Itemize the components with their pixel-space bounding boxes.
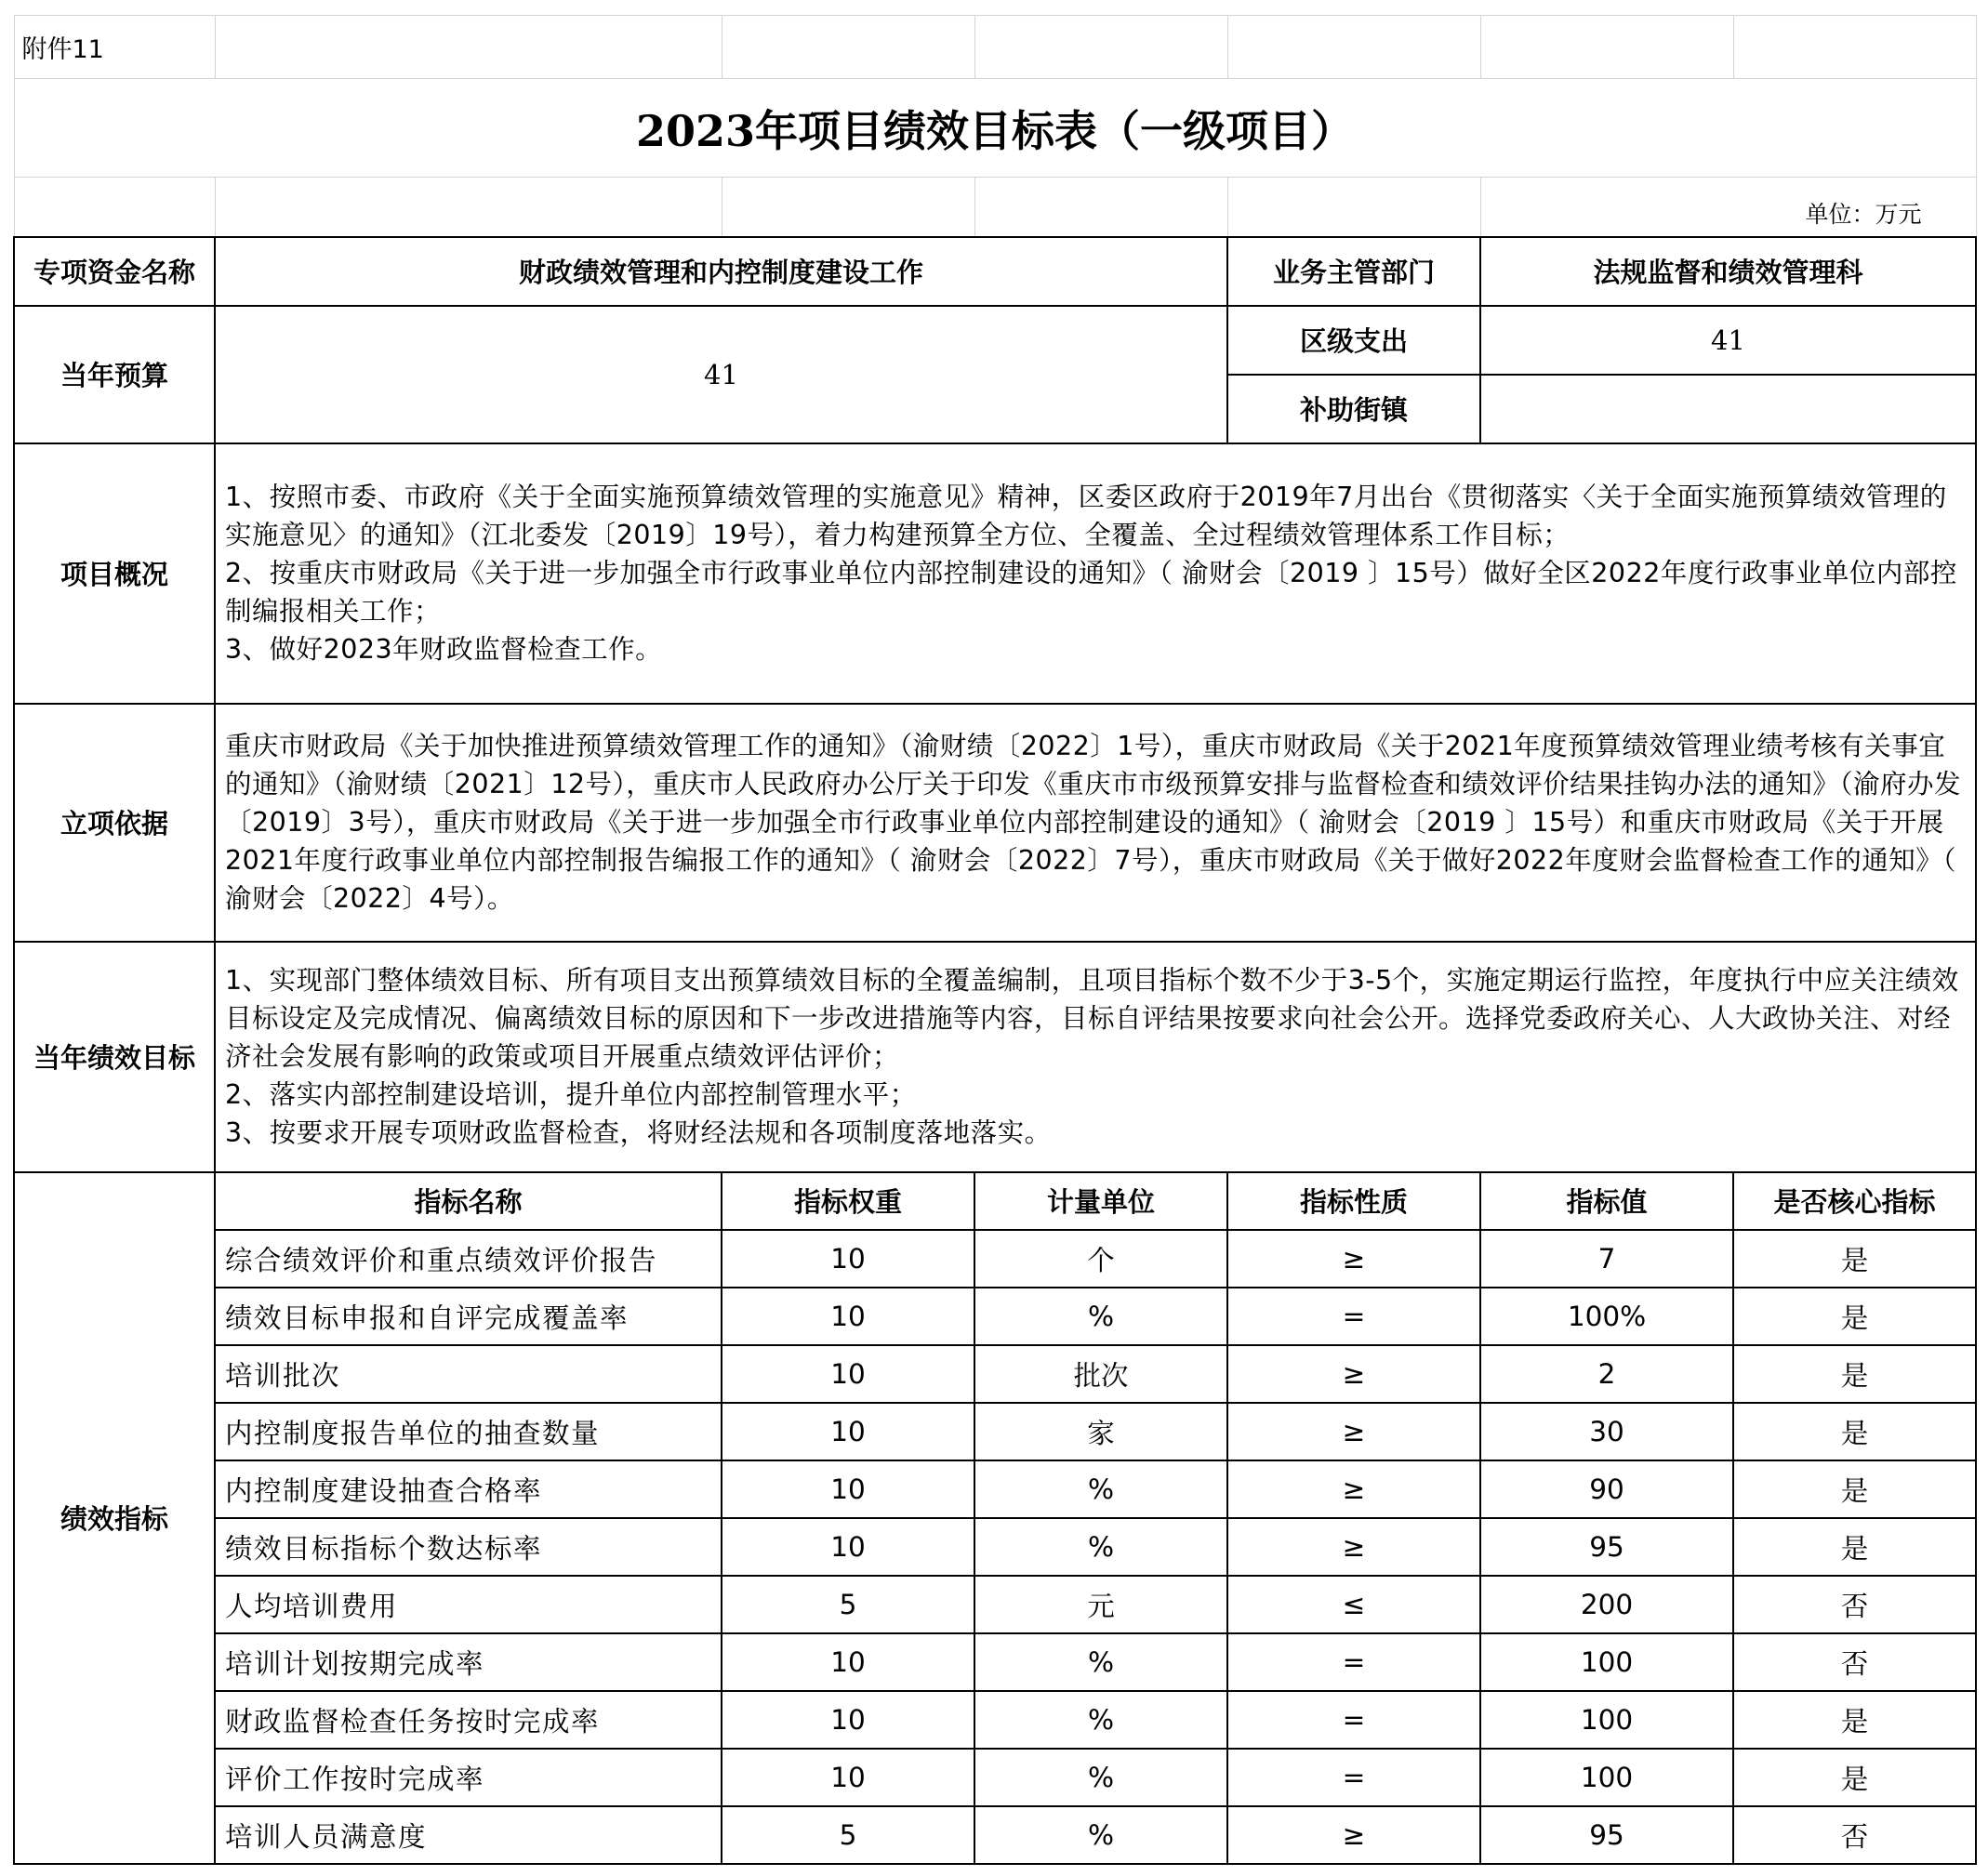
overview-line: 3、做好2023年财政监督检查工作。 (225, 634, 663, 665)
indicator-nature: ≤ (1227, 1576, 1480, 1633)
indicator-nature: ≥ (1227, 1230, 1480, 1288)
indicator-value: 95 (1480, 1806, 1733, 1864)
indicator-weight: 10 (722, 1230, 974, 1288)
table-row (14, 1230, 1976, 1288)
goals-line: 3、按要求开展专项财政监督检查，将财经法规和各项制度落地落实。 (225, 1117, 1052, 1148)
fund-row (14, 237, 1976, 306)
table-row (14, 1749, 1976, 1806)
page-title: 2023年项目绩效目标表（一级项目） (14, 79, 1976, 178)
indicator-value: 100 (1480, 1749, 1733, 1806)
attachment-label: 附件11 (14, 16, 215, 79)
basis-label: 立项依据 (14, 704, 215, 942)
indicator-nature: ≥ (1227, 1518, 1480, 1576)
indicator-value: 30 (1480, 1403, 1733, 1460)
indicator-weight: 10 (722, 1691, 974, 1749)
table-row (14, 1460, 1976, 1518)
indicator-core: 是 (1733, 1749, 1976, 1806)
indicator-core: 是 (1733, 1691, 1976, 1749)
budget-label: 当年预算 (14, 306, 215, 443)
indicator-name: 综合绩效评价和重点绩效评价报告 (215, 1230, 722, 1288)
indicator-unit: 个 (974, 1230, 1227, 1288)
indicator-unit: % (974, 1518, 1227, 1576)
indicator-nature: = (1227, 1691, 1480, 1749)
indicator-weight: 10 (722, 1518, 974, 1576)
indicator-name: 内控制度报告单位的抽查数量 (215, 1403, 722, 1460)
indicator-unit: 家 (974, 1403, 1227, 1460)
overview-text (215, 443, 1976, 704)
indicator-core: 否 (1733, 1806, 1976, 1864)
indicator-value: 2 (1480, 1345, 1733, 1403)
basis-row (14, 704, 1976, 942)
fund-name-value: 财政绩效管理和内控制度建设工作 (215, 237, 1227, 306)
target-table (13, 15, 1977, 1865)
overview-label: 项目概况 (14, 443, 215, 704)
indicator-header-row (14, 1172, 1976, 1230)
budget-row (14, 306, 1976, 375)
indicator-nature: = (1227, 1633, 1480, 1691)
table-row (14, 1288, 1976, 1345)
overview-line: 1、按照市委、市政府《关于全面实施预算绩效管理的实施意见》精神，区委区政府于2019年7月出台《贯彻落实〈关于全面实施预算绩效管理的实施意见〉的通知》（江北委发〔2019〕19号），着力构建预算全方位、全覆盖、全过程绩效管理体系工作目标； (225, 482, 1947, 550)
overview-line: 2、按重庆市财政局《关于进一步加强全市行政事业单位内部控制建设的通知》（ 渝财会〔2019 〕15号）做好全区2022年度行政事业单位内部控制编报相关工作； (225, 558, 1957, 627)
indicator-weight: 5 (722, 1576, 974, 1633)
column-header: 指标性质 (1227, 1172, 1480, 1230)
indicator-unit: % (974, 1633, 1227, 1691)
indicator-core: 是 (1733, 1288, 1976, 1345)
indicator-name: 绩效目标指标个数达标率 (215, 1518, 722, 1576)
indicator-weight: 10 (722, 1403, 974, 1460)
dept-label: 业务主管部门 (1227, 237, 1480, 306)
indicator-core: 是 (1733, 1230, 1976, 1288)
indicator-core: 是 (1733, 1460, 1976, 1518)
table-row (14, 1403, 1976, 1460)
indicator-nature: ≥ (1227, 1806, 1480, 1864)
indicator-core: 否 (1733, 1633, 1976, 1691)
indicator-nature: ≥ (1227, 1403, 1480, 1460)
indicators-label: 绩效指标 (14, 1172, 215, 1864)
table-row (14, 1518, 1976, 1576)
indicator-nature: = (1227, 1749, 1480, 1806)
indicator-nature: ≥ (1227, 1460, 1480, 1518)
indicator-name: 财政监督检查任务按时完成率 (215, 1691, 722, 1749)
indicator-name: 内控制度建设抽查合格率 (215, 1460, 722, 1518)
column-header: 是否核心指标 (1733, 1172, 1976, 1230)
indicator-core: 是 (1733, 1403, 1976, 1460)
indicator-name: 绩效目标申报和自评完成覆盖率 (215, 1288, 722, 1345)
table-row (14, 1806, 1976, 1864)
indicator-name: 培训批次 (215, 1345, 722, 1403)
indicator-weight: 5 (722, 1806, 974, 1864)
basis-paragraph: 重庆市财政局《关于加快推进预算绩效管理工作的通知》（渝财绩〔2022〕1号），重庆市财政局《关于2021年度预算绩效管理业绩考核有关事宜的通知》（渝财绩〔2021〕12号），重庆市人民政府办公厅关于印发《重庆市市级预算安排与监督检查和绩效评价结果挂钩办法的通知》（渝府办发〔2019〕3号），重庆市财政局《关于进一步加强全市行政事业单位内部控制建设的通知》（ 渝财会〔2019 〕15号）和重庆市财政局《关于开展2021年度行政事业单位内部控制报告编报工作的通知》（ 渝财会〔2022〕7号），重庆市财政局《关于做好2022年度财会监督检查工作的通知》（ 渝财会〔2022〕4号）。 (225, 731, 1962, 914)
indicator-unit: % (974, 1288, 1227, 1345)
district-spending-value: 41 (1480, 306, 1976, 375)
table-row (14, 1691, 1976, 1749)
indicator-unit: % (974, 1806, 1227, 1864)
indicator-value: 200 (1480, 1576, 1733, 1633)
indicator-name: 评价工作按时完成率 (215, 1749, 722, 1806)
goals-label: 当年绩效目标 (14, 942, 215, 1172)
indicator-weight: 10 (722, 1633, 974, 1691)
dept-value: 法规监督和绩效管理科 (1480, 237, 1976, 306)
indicator-weight: 10 (722, 1749, 974, 1806)
unit-label: 单位：万元 (1480, 178, 1976, 237)
indicator-core: 是 (1733, 1345, 1976, 1403)
indicator-unit: % (974, 1460, 1227, 1518)
indicator-value: 7 (1480, 1230, 1733, 1288)
column-header: 指标值 (1480, 1172, 1733, 1230)
indicator-unit: % (974, 1749, 1227, 1806)
goals-text (215, 942, 1976, 1172)
subsidy-value (1480, 375, 1976, 443)
district-spending-label: 区级支出 (1227, 306, 1480, 375)
indicator-value: 100 (1480, 1691, 1733, 1749)
indicator-value: 90 (1480, 1460, 1733, 1518)
indicator-value: 95 (1480, 1518, 1733, 1576)
indicator-name: 培训计划按期完成率 (215, 1633, 722, 1691)
indicator-core: 否 (1733, 1576, 1976, 1633)
indicator-unit: 批次 (974, 1345, 1227, 1403)
goals-line: 1、实现部门整体绩效目标、所有项目支出预算绩效目标的全覆盖编制，且项目指标个数不少于3-5个，实施定期运行监控，年度执行中应关注绩效目标设定及完成情况、偏离绩效目标的原因和下一步改进措施等内容，目标自评结果按要求向社会公开。选择党委政府关心、人大政协关注、对经济社会发展有影响的政策或项目开展重点绩效评估评价； (225, 965, 1959, 1072)
indicator-nature: = (1227, 1288, 1480, 1345)
indicator-unit: % (974, 1691, 1227, 1749)
goals-line: 2、落实内部控制建设培训，提升单位内部控制管理水平； (225, 1079, 917, 1110)
indicator-weight: 10 (722, 1345, 974, 1403)
budget-value: 41 (215, 306, 1227, 443)
indicator-core: 是 (1733, 1518, 1976, 1576)
fund-name-label: 专项资金名称 (14, 237, 215, 306)
goals-row (14, 942, 1976, 1172)
indicator-unit: 元 (974, 1576, 1227, 1633)
table-row (14, 1345, 1976, 1403)
column-header: 指标权重 (722, 1172, 974, 1230)
unit-row (14, 178, 1976, 237)
subsidy-label: 补助街镇 (1227, 375, 1480, 443)
indicator-value: 100 (1480, 1633, 1733, 1691)
table-row (14, 1576, 1976, 1633)
indicator-value: 100% (1480, 1288, 1733, 1345)
column-header: 指标名称 (215, 1172, 722, 1230)
title-row (14, 79, 1976, 178)
indicator-weight: 10 (722, 1460, 974, 1518)
indicator-name: 培训人员满意度 (215, 1806, 722, 1864)
table-row (14, 1633, 1976, 1691)
overview-row (14, 443, 1976, 704)
basis-text (215, 704, 1976, 942)
column-header: 计量单位 (974, 1172, 1227, 1230)
attachment-row (14, 16, 1976, 79)
indicator-name: 人均培训费用 (215, 1576, 722, 1633)
indicator-weight: 10 (722, 1288, 974, 1345)
indicator-nature: ≥ (1227, 1345, 1480, 1403)
